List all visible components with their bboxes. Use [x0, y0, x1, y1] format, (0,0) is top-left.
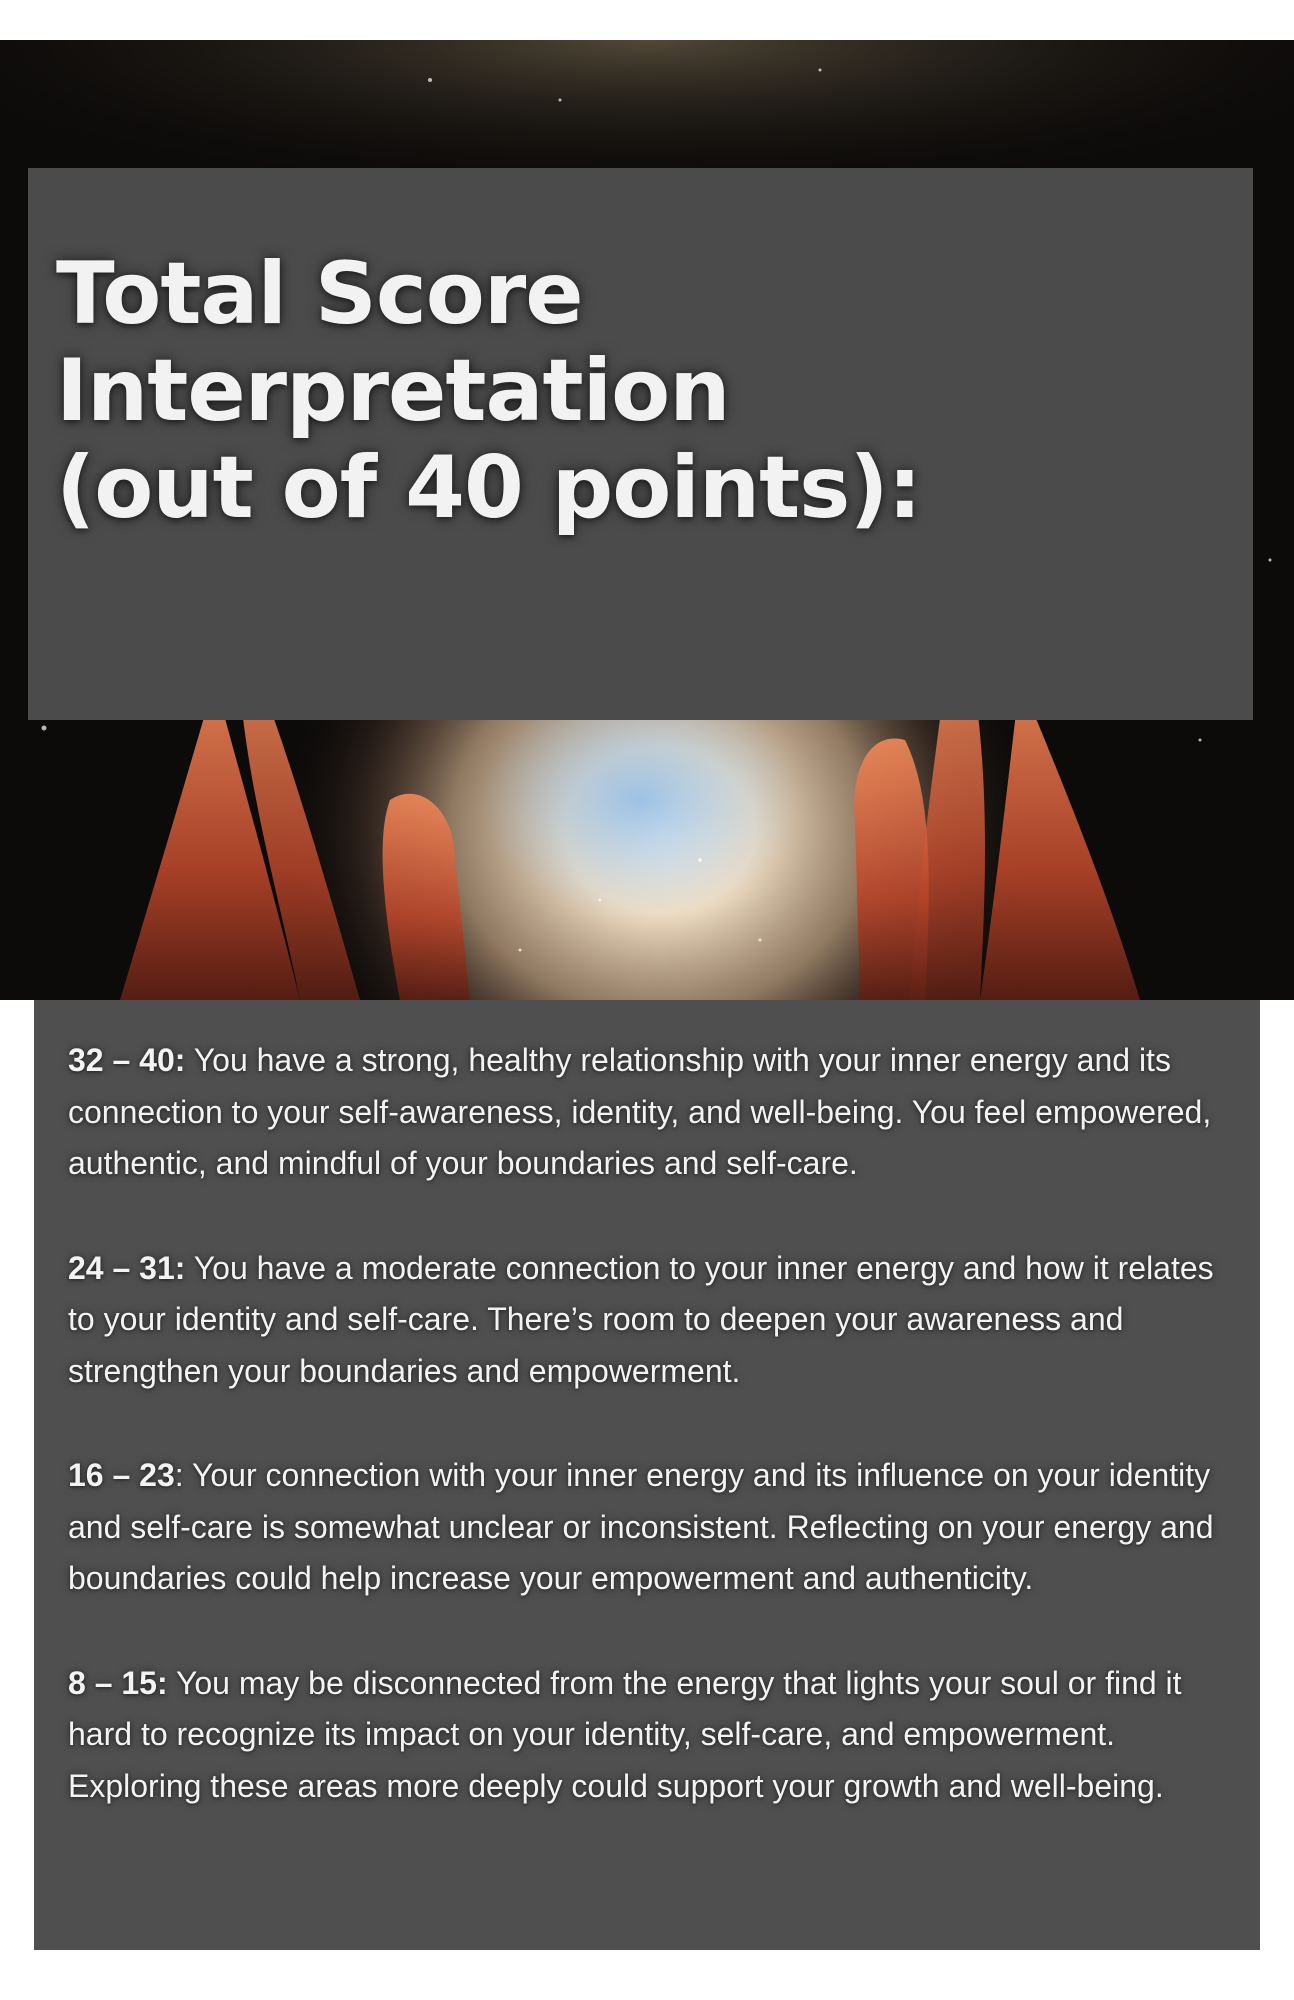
- score-range-label: 16 – 23: [68, 1457, 175, 1493]
- score-range-entry: [68, 1243, 1238, 1398]
- score-range-label: 32 – 40:: [68, 1042, 186, 1078]
- score-range-description: You may be disconnected from the energy that lights your soul or find it hard to recognize its impact on your identity, self-care, and empowerment. Exploring these areas more deeply could support your growth and well-being.: [68, 1664, 1182, 1804]
- title-line-3: (out of 40 points):: [56, 438, 922, 538]
- score-range-label: 8 – 15:: [68, 1664, 168, 1701]
- score-interpretation-panel: [34, 1000, 1260, 1950]
- score-range-description: : Your connection with your inner energy and its influence on your identity and self-care is somewhat unclear or inconsistent. Reflecting on your energy and boundaries could help increase your empowerment and authenticity.: [68, 1457, 1214, 1596]
- score-range-label: 24 – 31:: [68, 1249, 186, 1286]
- score-range-entry: [68, 1450, 1238, 1605]
- hero-image: [0, 40, 1294, 1000]
- score-range-entry: [68, 1658, 1238, 1813]
- title-panel: [28, 168, 1253, 720]
- title-line-1: Total Score: [56, 244, 583, 344]
- page-title: [56, 246, 921, 537]
- score-range-description: You have a strong, healthy relationship with your inner energy and its connection to your self-awareness, identity, and well-being. You feel empowered, authentic, and mindful of your boundaries and self-care.: [68, 1042, 1212, 1181]
- score-range-entry: [68, 1035, 1238, 1190]
- score-range-description: You have a moderate connection to your inner energy and how it relates to your identity and self-care. There’s room to deepen your awareness and strengthen your boundaries and empowerment.: [68, 1249, 1214, 1389]
- title-line-2: Interpretation: [56, 341, 730, 441]
- score-ranges-list: [68, 1035, 1238, 1865]
